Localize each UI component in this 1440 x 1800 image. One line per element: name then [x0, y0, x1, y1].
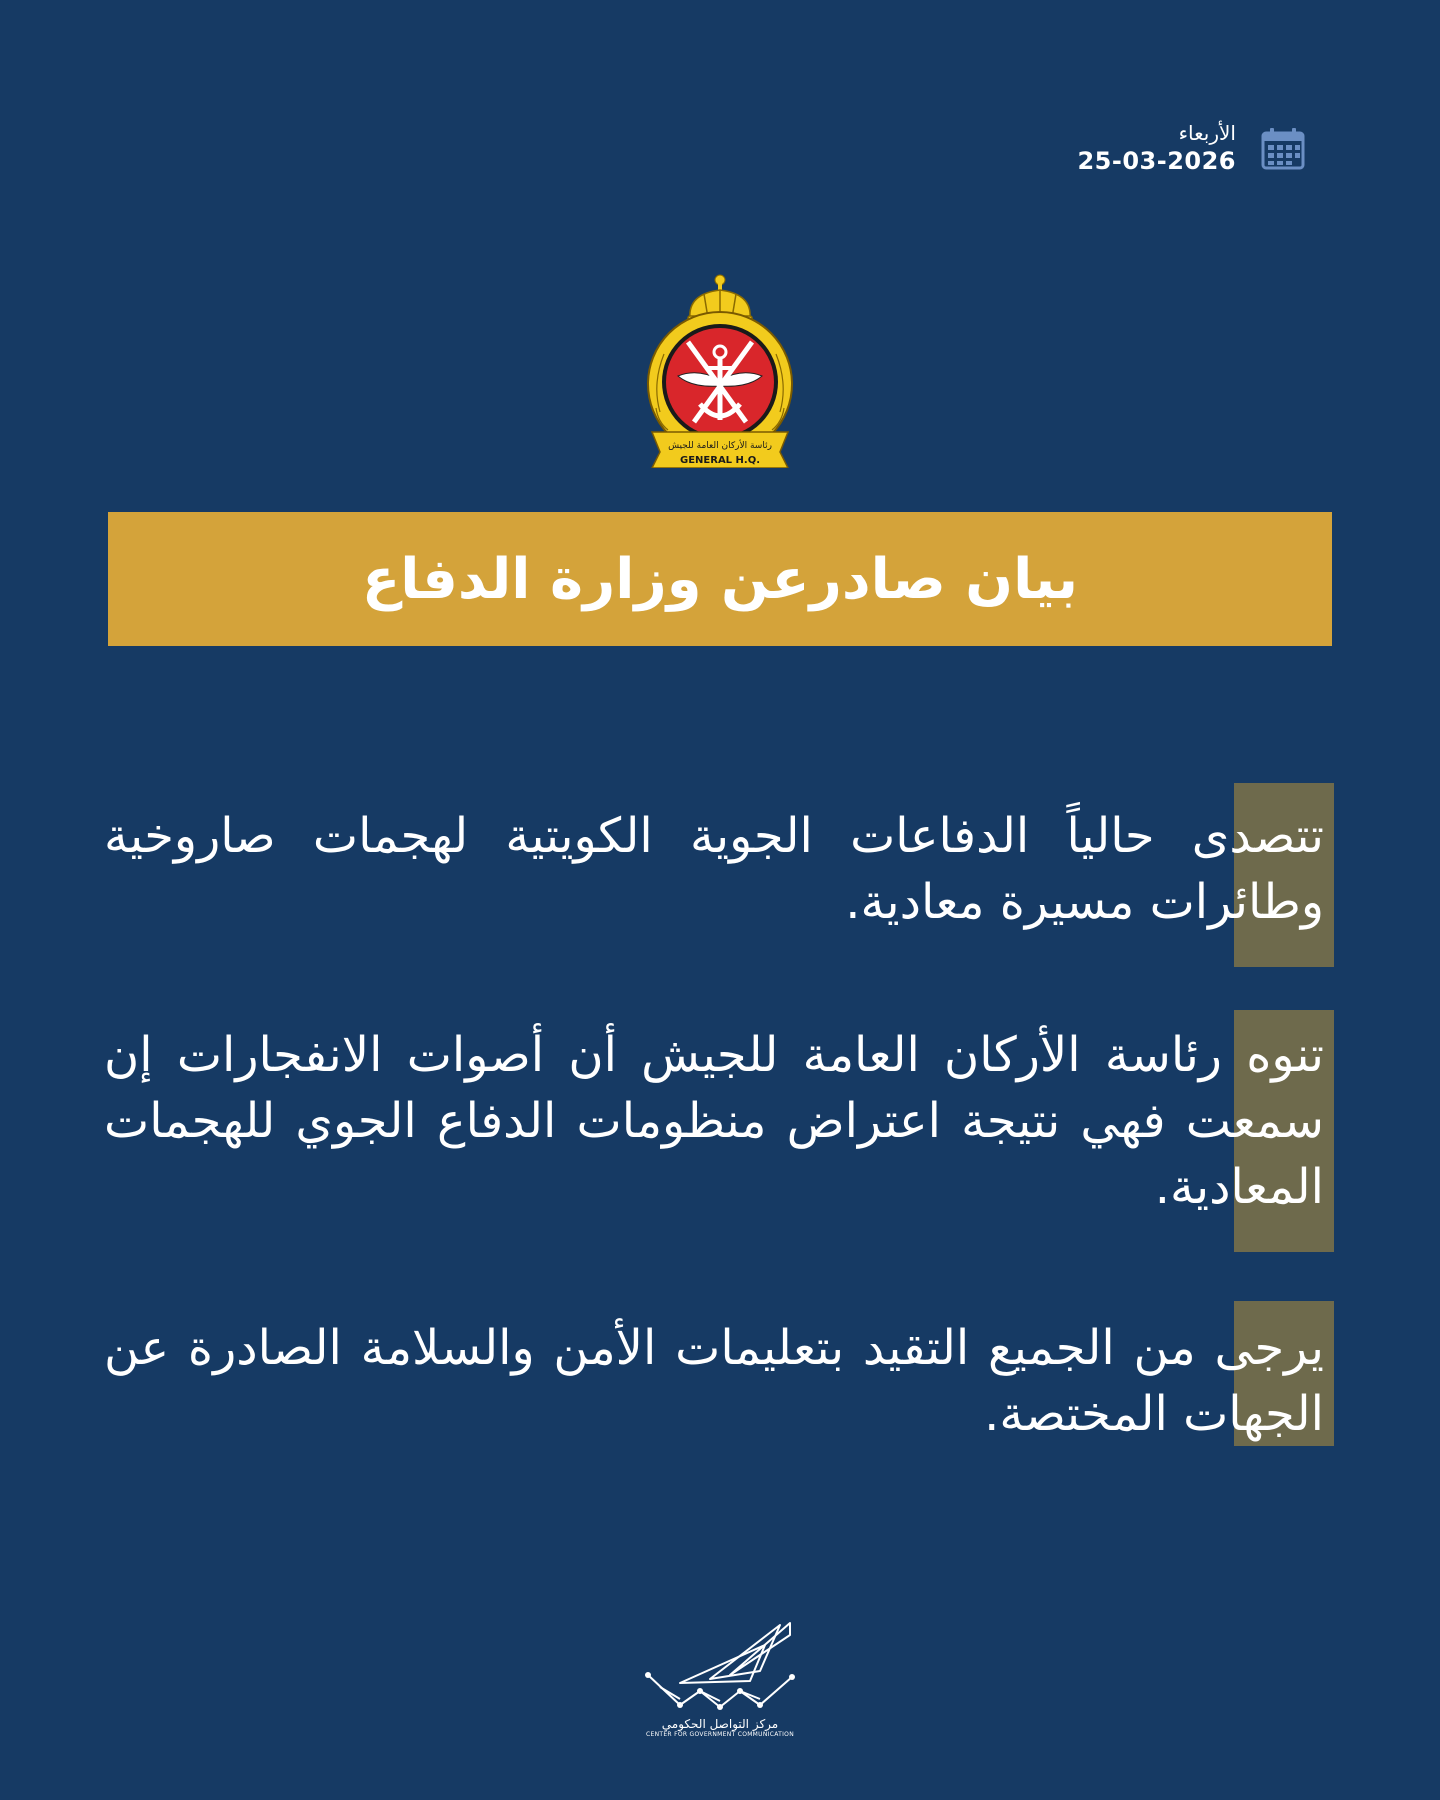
- statement-paragraph-3: [100, 1301, 1334, 1446]
- sails-logo-icon: [640, 1615, 800, 1715]
- page-title: بيان صادرعن وزارة الدفاع: [361, 546, 1079, 612]
- date-text: [1077, 120, 1236, 177]
- paragraph-text: تنوه رئاسة الأركان العامة للجيش أن أصوات الانفجارات إن سمعت فهي نتيجة اعتراض منظومات الدفاع الجوي للهجمات المعادية.: [104, 1027, 1324, 1215]
- title-bar: [108, 512, 1332, 646]
- footer-english-label: CENTER FOR GOVERNMENT COMMUNICATION: [646, 1731, 794, 1738]
- government-communication-logo: [640, 1615, 800, 1755]
- calendar-icon: [1260, 126, 1306, 172]
- footer-arabic-label: مركز التواصل الحكومي: [661, 1717, 779, 1731]
- date-value: 25-03-2026: [1077, 147, 1236, 175]
- emblem-label: GENERAL H.Q.: [680, 455, 760, 466]
- paragraph-text: تتصدى حالياً الدفاعات الجوية الكويتية لهجمات صاروخية وطائرات مسيرة معادية.: [104, 808, 1324, 930]
- date-block: [1077, 120, 1306, 177]
- statement-paragraph-2: [100, 1010, 1334, 1252]
- paragraph-text: يرجى من الجميع التقيد بتعليمات الأمن والسلامة الصادرة عن الجهات المختصة.: [104, 1320, 1324, 1442]
- general-hq-emblem: [638, 272, 802, 468]
- statement-paragraph-1: [100, 783, 1334, 967]
- date-day: الأربعاء: [1178, 121, 1236, 145]
- emblem-arabic-label: رئاسة الأركان العامة للجيش: [668, 441, 772, 451]
